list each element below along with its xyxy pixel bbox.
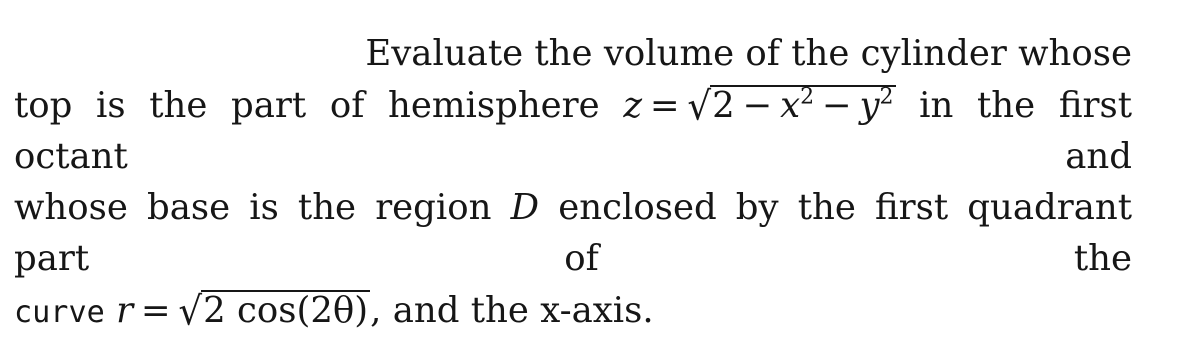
problem-line-2 <box>14 79 1132 182</box>
line-3-prefix: whose base is the region <box>14 187 492 228</box>
polar-square-root <box>178 284 370 336</box>
polar-equals-sign: = <box>140 290 171 331</box>
line-4-prefix: curve <box>14 295 105 330</box>
square-root <box>687 79 895 131</box>
polar-curve-equation <box>116 287 370 335</box>
polar-square-root-sign: √ <box>178 287 203 335</box>
z-variable: z <box>623 85 643 126</box>
y-exponent: 2 <box>879 84 894 110</box>
problem-line-3 <box>14 182 1132 284</box>
minus-sign-2: − <box>821 85 852 126</box>
x-variable: x <box>780 85 801 126</box>
line-2-prefix: top is the part of hemisphere <box>14 85 600 126</box>
polar-radicand: 2 cos(2θ) <box>203 290 369 331</box>
equals-sign: = <box>649 85 680 126</box>
line-2-suffix: in the first octant and <box>14 85 1132 177</box>
line-4-suffix: , and the x-axis. <box>370 290 654 331</box>
region-variable: D <box>510 187 540 228</box>
hemisphere-radicand <box>710 85 895 124</box>
hemisphere-equation <box>623 82 919 130</box>
problem-line-1: Evaluate the volume of the cylinder whose <box>365 33 1132 74</box>
line-3-suffix: enclosed by the first quadrant part of the <box>14 187 1132 279</box>
x-exponent: 2 <box>800 84 815 110</box>
square-root-sign: √ <box>687 82 712 130</box>
minus-sign-1: − <box>742 85 773 126</box>
problem-statement <box>14 28 1132 338</box>
y-variable: y <box>859 85 880 126</box>
r-variable: r <box>116 290 134 331</box>
radicand-constant: 2 <box>712 85 735 126</box>
problem-line-4 <box>14 284 1132 338</box>
